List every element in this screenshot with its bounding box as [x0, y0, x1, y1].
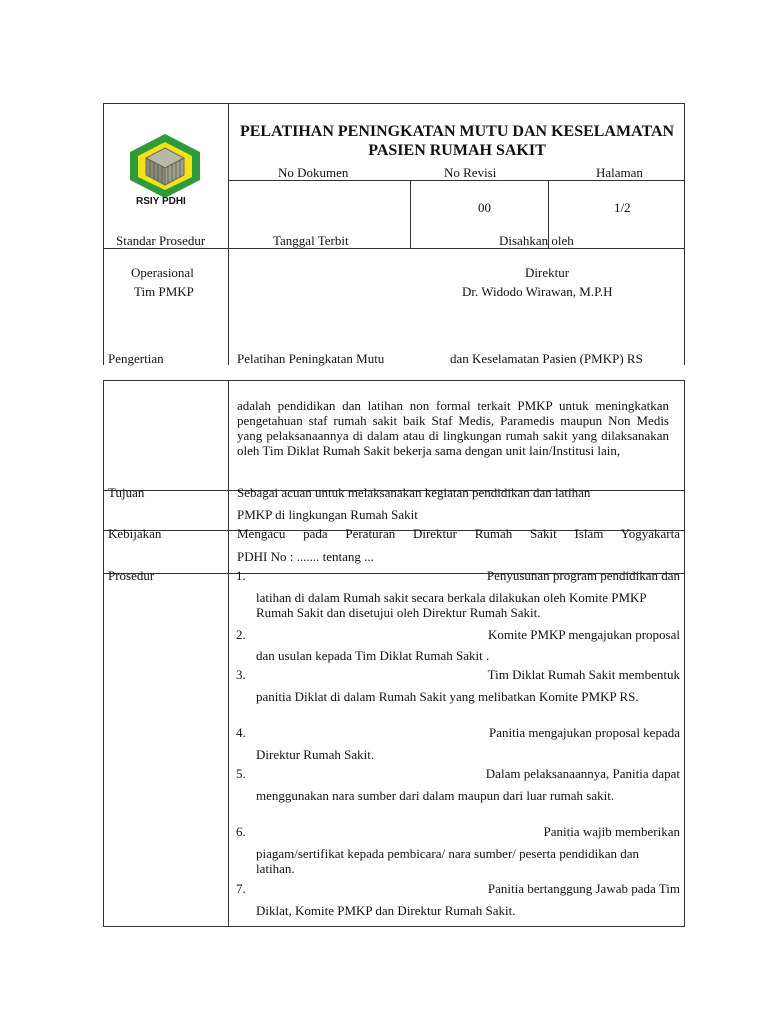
tim-pmkp-label: Tim PMKP: [134, 284, 194, 299]
prosedur-item-first-line: Dalam pelaksanaannya, Panitia dapat: [485, 766, 680, 781]
no-revisi-label: No Revisi: [444, 165, 497, 180]
prosedur-item-first-line: Panitia wajib memberikan: [543, 824, 680, 839]
prosedur-item-continuation: Direktur Rumah Sakit.: [256, 747, 375, 762]
prosedur-item: [236, 725, 680, 765]
pengertian-line1-a: Pelatihan Peningkatan Mutu: [237, 351, 385, 366]
prosedur-item-first-line: Penyusunan program pendidikan dan: [486, 568, 680, 583]
prosedur-item-number: 2.: [236, 627, 246, 642]
prosedur-item-number: 1.: [236, 568, 246, 583]
pengertian-text: adalah pendidikan dan latihan non formal terkait PMKP untuk meningkatkan pengetahuan staf rumah sakit baik Staf Medis, Paramedis maupun Non Medis yang pelaksanaannya di dalam atau di lingkungan rumah sakit yang dilaksanakan oleh Tim Diklat Rumah Sakit bekerja sama dengan unit lain/Institusi lain,: [237, 398, 669, 458]
prosedur-item-first-line: Tim Diklat Rumah Sakit membentuk: [487, 667, 680, 682]
prosedur-item-continuation: Diklat, Komite PMKP dan Direktur Rumah Sakit.: [256, 903, 516, 918]
prosedur-item: [236, 766, 680, 826]
prosedur-item: [236, 627, 680, 667]
kebijakan-label: Kebijakan: [108, 526, 162, 541]
disahkan-oleh-label: Disahkan oleh: [499, 233, 574, 248]
tanggal-terbit-label: Tanggal Terbit: [273, 233, 349, 248]
tujuan-label: Tujuan: [108, 485, 145, 500]
logo-text: RSIY PDHI: [136, 196, 186, 207]
kebijakan-line1: Mengacu pada Peraturan Direktur Rumah Sakit Islam Yogyakarta: [237, 526, 680, 541]
prosedur-item-continuation: panitia Diklat di dalam Rumah Sakit yang melibatkan Komite PMKP RS.: [256, 689, 639, 704]
prosedur-item-first-line: Panitia mengajukan proposal kepada: [489, 725, 680, 740]
standar-prosedur-label: Standar Prosedur: [116, 233, 206, 248]
kebijakan-line2: PDHI No : ....... tentang ...: [237, 549, 374, 564]
no-revisi-value: 00: [478, 200, 491, 215]
prosedur-item-continuation: dan usulan kepada Tim Diklat Rumah Sakit .: [256, 648, 490, 663]
tujuan-line2: PMKP di lingkungan Rumah Sakit: [237, 507, 418, 522]
prosedur-item: [236, 824, 680, 884]
prosedur-item-continuation: piagam/sertifikat kepada pembicara/ nara sumber/ peserta pendidikan dan latihan.: [256, 846, 639, 876]
prosedur-item-number: 4.: [236, 725, 246, 740]
prosedur-item-number: 6.: [236, 824, 246, 839]
pengertian-label: Pengertian: [108, 351, 164, 366]
prosedur-item-first-line: Komite PMKP mengajukan proposal: [488, 627, 680, 642]
direktur-name: Dr. Widodo Wirawan, M.P.H: [462, 284, 613, 299]
prosedur-item-number: 7.: [236, 881, 246, 896]
halaman-label: Halaman: [596, 165, 643, 180]
document-title: PELATIHAN PENINGKATAN MUTU DAN KESELAMATAN PASIEN RUMAH SAKIT: [239, 123, 675, 159]
halaman-value: 1/2: [614, 200, 631, 215]
prosedur-item: [236, 568, 680, 628]
prosedur-label: Prosedur: [108, 568, 155, 583]
prosedur-item: [236, 667, 680, 727]
prosedur-item-number: 5.: [236, 766, 246, 781]
prosedur-item: [236, 881, 680, 921]
prosedur-item-number: 3.: [236, 667, 246, 682]
prosedur-item-first-line: Panitia bertanggung Jawab pada Tim: [487, 881, 680, 896]
operasional-label: Operasional: [131, 265, 194, 280]
direktur-label: Direktur: [525, 265, 570, 280]
hospital-logo: [120, 130, 210, 210]
tujuan-line1: Sebagai acuan untuk melaksanakan kegiatan pendidikan dan latihan: [237, 485, 591, 500]
no-dokumen-label: No Dokumen: [278, 165, 349, 180]
prosedur-item-continuation: menggunakan nara sumber dari dalam maupun dari luar rumah sakit.: [256, 788, 615, 803]
pengertian-line1-b: dan Keselamatan Pasien (PMKP) RS: [450, 351, 643, 366]
prosedur-item-continuation: latihan di dalam Rumah sakit secara berkala dilakukan oleh Komite PMKP Rumah Sakit dan disetujui oleh Direktur Rumah Sakit.: [256, 590, 647, 620]
